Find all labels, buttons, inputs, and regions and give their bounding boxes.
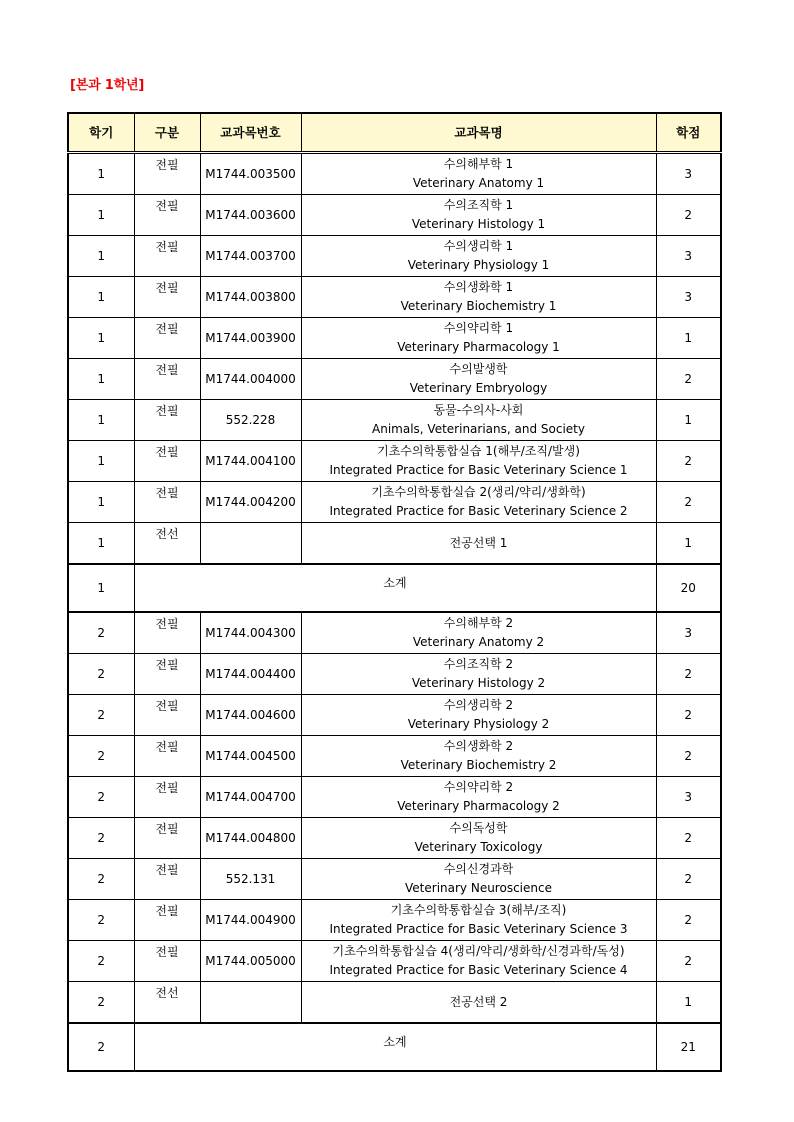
- table-row: [68, 941, 721, 982]
- credits-cell: 3: [656, 777, 721, 818]
- type-cell: 전필: [134, 277, 200, 318]
- table-row: [68, 982, 721, 1024]
- course-name-ko: 수의생화학 2: [443, 739, 514, 753]
- credits-cell: 2: [656, 441, 721, 482]
- credits-cell: 3: [656, 277, 721, 318]
- credits-cell: 2: [656, 359, 721, 400]
- code-cell: M1744.003800: [200, 277, 301, 318]
- code-cell: [200, 982, 301, 1024]
- type-cell: 전필: [134, 153, 200, 195]
- code-cell: M1744.004000: [200, 359, 301, 400]
- course-name-ko: 수의약리학 1: [443, 321, 514, 335]
- course-name-ko: 수의발생학: [449, 362, 508, 376]
- course-name-cell: [301, 359, 656, 400]
- credits-cell: 2: [656, 695, 721, 736]
- credits-cell: 2: [656, 195, 721, 236]
- type-cell: 전필: [134, 441, 200, 482]
- semester-cell: 1: [68, 523, 134, 565]
- course-name-en: Animals, Veterinarians, and Society: [372, 422, 585, 436]
- code-cell: M1744.004600: [200, 695, 301, 736]
- course-name-en: Veterinary Anatomy 2: [412, 635, 545, 649]
- table-row: [68, 859, 721, 900]
- code-cell: M1744.004200: [200, 482, 301, 523]
- course-name-en: Integrated Practice for Basic Veterinary Science 3: [329, 922, 628, 936]
- type-cell: 전필: [134, 612, 200, 654]
- course-name-ko: 수의신경과학: [443, 862, 514, 876]
- type-cell: 전필: [134, 695, 200, 736]
- credits-cell: 2: [656, 482, 721, 523]
- credits-cell: 1: [656, 318, 721, 359]
- semester-cell: 2: [68, 654, 134, 695]
- semester-cell: 1: [68, 359, 134, 400]
- subtotal-label: 소계: [134, 564, 656, 612]
- table-row: [68, 277, 721, 318]
- course-name-ko: 기초수의학통합실습 1(해부/조직/발생): [377, 444, 580, 458]
- course-name-ko: 기초수의학통합실습 4(생리/약리/생화학/신경과학/독성): [332, 944, 625, 958]
- subtotal-credits: 21: [656, 1023, 721, 1071]
- course-name-cell: [301, 654, 656, 695]
- type-cell: 전필: [134, 195, 200, 236]
- column-header-credits: 학점: [656, 113, 721, 153]
- semester-cell: 2: [68, 982, 134, 1024]
- credits-cell: 2: [656, 859, 721, 900]
- table-row: [68, 236, 721, 277]
- course-name-en: Veterinary Physiology 1: [407, 258, 550, 272]
- type-cell: 전필: [134, 482, 200, 523]
- semester-cell: 2: [68, 900, 134, 941]
- semester-cell: 2: [68, 777, 134, 818]
- semester-cell: 1: [68, 564, 134, 612]
- type-cell: 전필: [134, 654, 200, 695]
- type-cell: 전필: [134, 359, 200, 400]
- credits-cell: 2: [656, 941, 721, 982]
- code-cell: M1744.004400: [200, 654, 301, 695]
- course-name-en: Veterinary Toxicology: [414, 840, 543, 854]
- code-cell: M1744.004700: [200, 777, 301, 818]
- course-name-cell: [301, 695, 656, 736]
- table-row: [68, 523, 721, 565]
- type-cell: 전필: [134, 236, 200, 277]
- credits-cell: 3: [656, 612, 721, 654]
- table-header-row: [68, 113, 721, 153]
- course-name-cell: [301, 482, 656, 523]
- subtotal-row: [68, 564, 721, 612]
- course-name-cell: [301, 441, 656, 482]
- code-cell: M1744.003600: [200, 195, 301, 236]
- credits-cell: 2: [656, 736, 721, 777]
- course-name-ko: 수의생화학 1: [443, 280, 514, 294]
- course-name-en: Veterinary Neuroscience: [405, 881, 552, 895]
- course-name-ko: 수의해부학 1: [443, 157, 514, 171]
- type-cell: 전필: [134, 777, 200, 818]
- semester-cell: 1: [68, 400, 134, 441]
- semester-cell: 1: [68, 482, 134, 523]
- credits-cell: 2: [656, 654, 721, 695]
- course-name-cell: [301, 153, 656, 195]
- type-cell: 전필: [134, 818, 200, 859]
- course-name-en: Veterinary Histology 2: [411, 676, 546, 690]
- type-cell: 전선: [134, 982, 200, 1024]
- type-cell: 전필: [134, 941, 200, 982]
- course-name-ko: 수의약리학 2: [443, 780, 514, 794]
- table-row: [68, 695, 721, 736]
- semester-cell: 2: [68, 1023, 134, 1071]
- code-cell: M1744.004800: [200, 818, 301, 859]
- credits-cell: 1: [656, 400, 721, 441]
- semester-cell: 1: [68, 195, 134, 236]
- table-row: [68, 359, 721, 400]
- table-row: [68, 153, 721, 195]
- credits-cell: 1: [656, 982, 721, 1024]
- course-name-cell: [301, 900, 656, 941]
- code-cell: M1744.003900: [200, 318, 301, 359]
- course-name-ko: 수의해부학 2: [443, 616, 514, 630]
- section-title: [본과 1학년]: [70, 78, 145, 93]
- type-cell: 전필: [134, 859, 200, 900]
- code-cell: M1744.004100: [200, 441, 301, 482]
- course-name-en: Veterinary Pharmacology 2: [397, 799, 560, 813]
- subtotal-row: [68, 1023, 721, 1071]
- table-row: [68, 441, 721, 482]
- credits-cell: 2: [656, 900, 721, 941]
- course-name-ko: 전공선택 1: [449, 535, 508, 550]
- table-row: [68, 195, 721, 236]
- course-name-cell: [301, 400, 656, 441]
- code-cell: M1744.005000: [200, 941, 301, 982]
- course-name-en: Veterinary Pharmacology 1: [397, 340, 560, 354]
- course-name-cell: [301, 612, 656, 654]
- code-cell: 552.228: [200, 400, 301, 441]
- semester-cell: 2: [68, 612, 134, 654]
- semester-cell: 2: [68, 818, 134, 859]
- course-name-ko: 전공선택 2: [449, 994, 508, 1009]
- code-cell: [200, 523, 301, 565]
- course-name-en: Veterinary Physiology 2: [407, 717, 550, 731]
- type-cell: 전선: [134, 523, 200, 565]
- semester-cell: 1: [68, 153, 134, 195]
- type-cell: 전필: [134, 736, 200, 777]
- course-name-en: Veterinary Histology 1: [411, 217, 546, 231]
- course-name-cell: [301, 277, 656, 318]
- course-name-en: Veterinary Anatomy 1: [412, 176, 545, 190]
- column-header-semester: 학기: [68, 113, 134, 153]
- course-name-cell: [301, 818, 656, 859]
- code-cell: M1744.004500: [200, 736, 301, 777]
- type-cell: 전필: [134, 400, 200, 441]
- code-cell: 552.131: [200, 859, 301, 900]
- course-name-ko: 기초수의학통합실습 2(생리/약리/생화학): [371, 485, 586, 499]
- course-name-en: Veterinary Biochemistry 1: [400, 299, 557, 313]
- code-cell: M1744.003700: [200, 236, 301, 277]
- credits-cell: 3: [656, 153, 721, 195]
- credits-cell: 3: [656, 236, 721, 277]
- curriculum-table: [67, 112, 722, 1072]
- course-name-en: Veterinary Biochemistry 2: [400, 758, 557, 772]
- code-cell: M1744.003500: [200, 153, 301, 195]
- semester-cell: 2: [68, 695, 134, 736]
- course-name-en: Veterinary Embryology: [409, 381, 548, 395]
- subtotal-credits: 20: [656, 564, 721, 612]
- table-row: [68, 318, 721, 359]
- semester-cell: 1: [68, 441, 134, 482]
- course-name-cell: [301, 859, 656, 900]
- table-row: [68, 654, 721, 695]
- course-name-en: Integrated Practice for Basic Veterinary Science 2: [329, 504, 628, 518]
- code-cell: M1744.004300: [200, 612, 301, 654]
- type-cell: 전필: [134, 318, 200, 359]
- column-header-name: 교과목명: [301, 113, 656, 153]
- course-name-ko: 수의조직학 2: [443, 657, 514, 671]
- table-row: [68, 777, 721, 818]
- semester-cell: 1: [68, 277, 134, 318]
- table-row: [68, 612, 721, 654]
- table-body: [68, 153, 721, 1072]
- code-cell: M1744.004900: [200, 900, 301, 941]
- course-name-cell: [301, 236, 656, 277]
- semester-cell: 2: [68, 736, 134, 777]
- credits-cell: 1: [656, 523, 721, 565]
- course-name-cell: [301, 736, 656, 777]
- course-name-ko: 수의생리학 1: [443, 239, 514, 253]
- course-name-ko: 기초수의학통합실습 3(해부/조직): [390, 903, 567, 917]
- course-name-cell: [301, 195, 656, 236]
- course-name-en: Integrated Practice for Basic Veterinary Science 4: [329, 963, 628, 977]
- table-row: [68, 400, 721, 441]
- table-row: [68, 736, 721, 777]
- course-name-en: Integrated Practice for Basic Veterinary Science 1: [329, 463, 628, 477]
- semester-cell: 2: [68, 941, 134, 982]
- course-name-cell: [301, 318, 656, 359]
- table-row: [68, 900, 721, 941]
- course-name-ko: 수의생리학 2: [443, 698, 514, 712]
- semester-cell: 1: [68, 318, 134, 359]
- semester-cell: 2: [68, 859, 134, 900]
- type-cell: 전필: [134, 900, 200, 941]
- column-header-type: 구분: [134, 113, 200, 153]
- subtotal-label: 소계: [134, 1023, 656, 1071]
- table-row: [68, 482, 721, 523]
- table-row: [68, 818, 721, 859]
- course-name-cell: [301, 523, 656, 565]
- course-name-cell: [301, 777, 656, 818]
- course-name-ko: 동물-수의사-사회: [433, 403, 524, 417]
- course-name-cell: [301, 941, 656, 982]
- course-name-ko: 수의조직학 1: [443, 198, 514, 212]
- course-name-cell: [301, 982, 656, 1024]
- course-name-ko: 수의독성학: [449, 821, 508, 835]
- column-header-code: 교과목번호: [200, 113, 301, 153]
- credits-cell: 2: [656, 818, 721, 859]
- semester-cell: 1: [68, 236, 134, 277]
